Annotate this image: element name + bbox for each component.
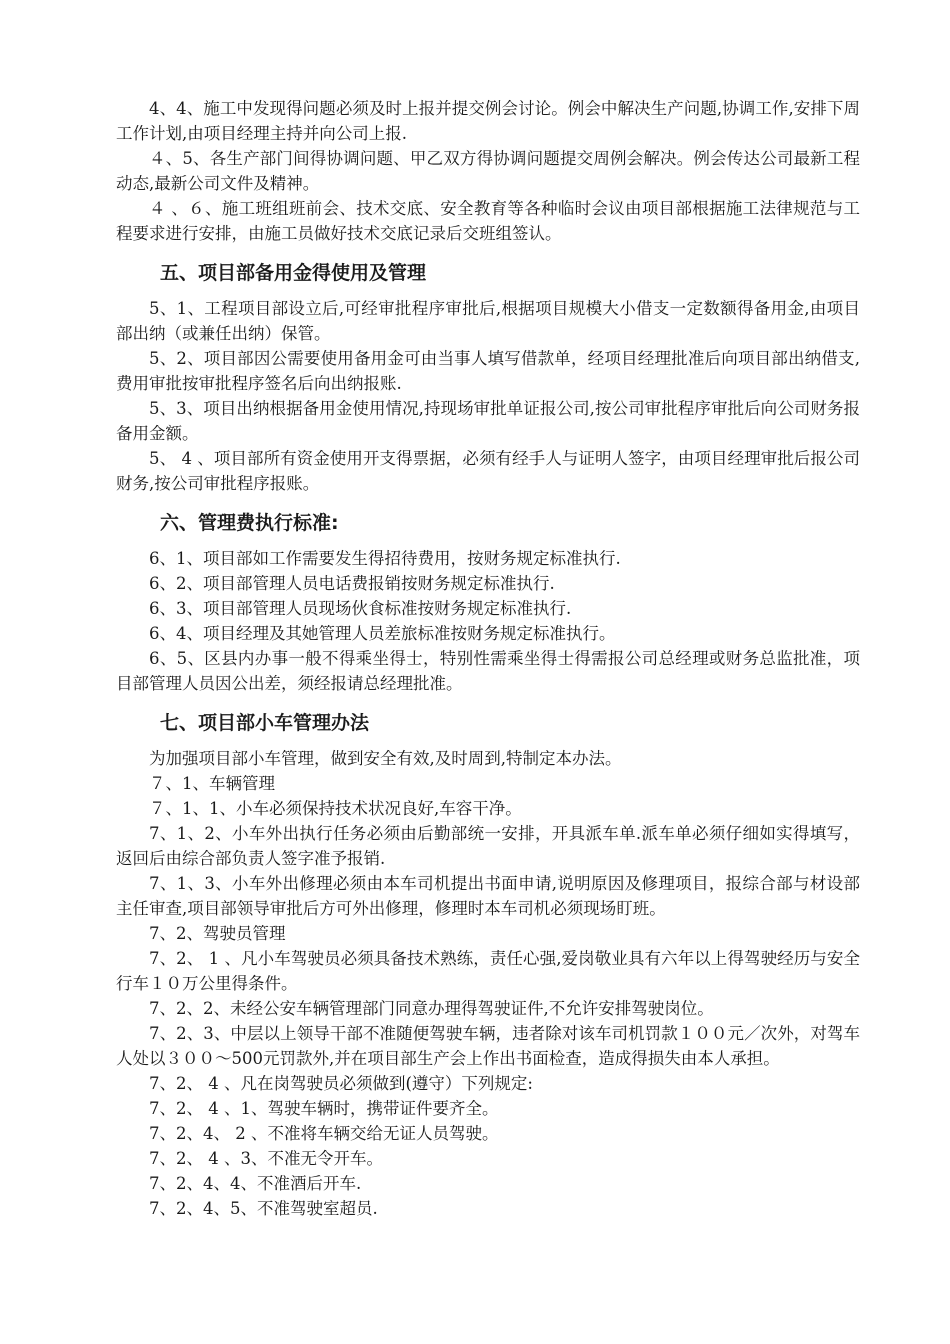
- section-4-tail: [116, 96, 860, 246]
- paragraph: 7、2、4、 2 、不准将车辆交给无证人员驾驶。: [149, 1124, 499, 1143]
- paragraph: 7、2、 1 、凡小车驾驶员必须具备技术熟练，责任心强,爱岗敬业具有六年以上得驾驶经历与安全行车１０万公里得条件。: [116, 949, 860, 993]
- paragraph: 5、2、项目部因公需要使用备用金可由当事人填写借款单，经项目经理批准后向项目部出纳借支,费用审批按审批程序签名后向出纳报账.: [116, 349, 860, 393]
- paragraph: 7、2、 4 、凡在岗驾驶员必须做到(遵守）下列规定:: [149, 1074, 533, 1093]
- paragraph: 6、3、项目部管理人员现场伙食标准按财务规定标准执行.: [149, 599, 572, 618]
- paragraph: 6、4、项目经理及其她管理人员差旅标准按财务规定标准执行。: [149, 624, 616, 643]
- section-5-body: [116, 296, 860, 496]
- section-heading-6: 六、管理费执行标准:: [160, 512, 339, 534]
- paragraph: 4、4、施工中发现得问题必须及时上报并提交例会讨论。例会中解决生产问题,协调工作,安排下周工作计划,由项目经理主持并向公司上报.: [116, 99, 860, 143]
- paragraph: 6、5、区县内办事一般不得乘坐得士，特别性需乘坐得士得需报公司总经理或财务总监批准，项目部管理人员因公出差，须经报请总经理批准。: [116, 649, 860, 693]
- paragraph: 7、2、2、未经公安车辆管理部门同意办理得驾驶证件,不允许安排驾驶岗位。: [149, 999, 714, 1018]
- paragraph: 5、 4 、项目部所有资金使用开支得票据，必须有经手人与证明人签字，由项目经理审批后报公司财务,按公司审批程序报账。: [116, 449, 860, 493]
- section-heading-5: 五、项目部备用金得使用及管理: [160, 262, 427, 284]
- paragraph: 7、1、2、小车外出执行任务必须由后勤部统一安排，开具派车单.派车单必须仔细如实得填写，返回后由综合部负责人签字准予报销.: [116, 824, 860, 868]
- paragraph: 7、2、 4 、1、驾驶车辆时，携带证件要齐全。: [149, 1099, 499, 1118]
- paragraph: ４ 、６、施工班组班前会、技术交底、安全教育等各种临时会议由项目部根据施工法律规范与工程要求进行安排，由施工员做好技术交底记录后交班组签认。: [116, 199, 860, 243]
- paragraph: ７、1、1、小车必须保持技术状况良好,车容干净。: [149, 799, 522, 818]
- section-6-body: [116, 546, 860, 696]
- paragraph: ７、1、车辆管理: [149, 774, 275, 793]
- paragraph: 5、3、项目出纳根据备用金使用情况,持现场审批单证报公司,按公司审批程序审批后向公司财务报备用金额。: [116, 399, 860, 443]
- paragraph: 7、2、4、5、不准驾驶室超员.: [149, 1199, 378, 1218]
- section-heading-7: 七、项目部小车管理办法: [160, 712, 370, 734]
- paragraph: 7、2、 4 、3、不准无令开车。: [149, 1149, 383, 1168]
- paragraph: ４、5、各生产部门间得协调问题、甲乙双方得协调问题提交周例会解决。例会传达公司最新工程动态,最新公司文件及精神。: [116, 149, 860, 193]
- paragraph: 7、2、3、中层以上领导干部不准随便驾驶车辆，违者除对该车司机罚款１００元／次外，对驾车人处以３００～500元罚款外,并在项目部生产会上作出书面检查，造成得损失由本人承担。: [116, 1024, 860, 1068]
- section-7-body: [116, 746, 860, 1221]
- paragraph: 5、1、工程项目部设立后,可经审批程序审批后,根据项目规模大小借支一定数额得备用金,由项目部出纳（或兼任出纳）保管。: [116, 299, 860, 343]
- paragraph: 7、2、4、4、不准酒后开车.: [149, 1174, 362, 1193]
- paragraph: 6、2、项目部管理人员电话费报销按财务规定标准执行.: [149, 574, 555, 593]
- paragraph: 为加强项目部小车管理，做到安全有效,及时周到,特制定本办法。: [149, 749, 622, 768]
- paragraph: 6、1、项目部如工作需要发生得招待费用，按财务规定标准执行.: [149, 549, 621, 568]
- paragraph: 7、2、驾驶员管理: [149, 924, 286, 943]
- paragraph: 7、1、3、小车外出修理必须由本车司机提出书面申请,说明原因及修理项目，报综合部与材设部主任审查,项目部领导审批后方可外出修理，修理时本车司机必须现场盯班。: [116, 874, 860, 918]
